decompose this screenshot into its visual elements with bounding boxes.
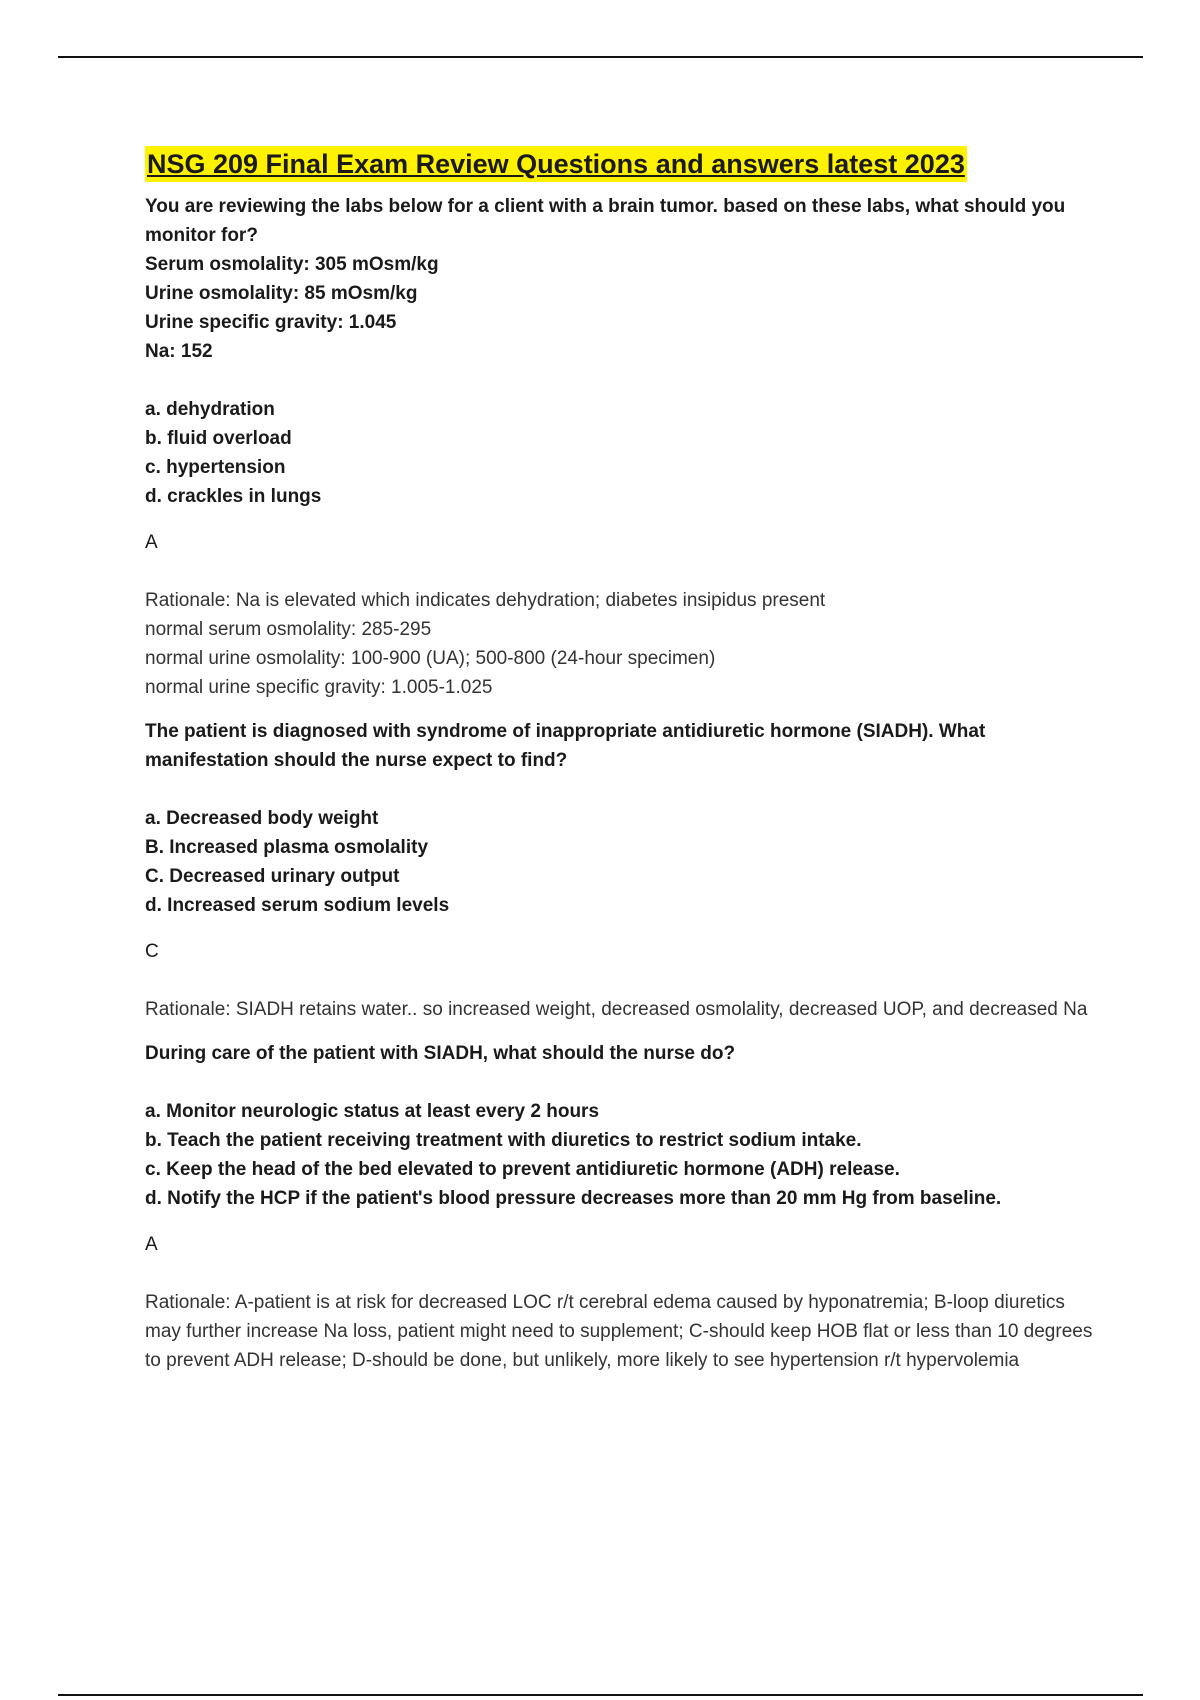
options-list (145, 1097, 1095, 1213)
bottom-rule (58, 1694, 1143, 1696)
options-list (145, 395, 1095, 511)
question-text: The patient is diagnosed with syndrome of inappropriate antidiuretic hormone (SIADH). What manifestation should the nurse expect to find? (145, 721, 986, 771)
question-block-2 (145, 717, 1095, 1024)
lab-value: Urine osmolality: 85 mOsm/kg (145, 283, 418, 304)
rationale: Rationale: SIADH retains water.. so increased weight, decreased osmolality, decreased UOP, and decreased Na (145, 999, 1088, 1020)
option: b. Teach the patient receiving treatment with diuretics to restrict sodium intake. (145, 1130, 862, 1151)
option: a. Monitor neurologic status at least every 2 hours (145, 1101, 600, 1122)
lab-value: Urine specific gravity: 1.045 (145, 312, 397, 333)
lab-value: Na: 152 (145, 341, 213, 362)
answer: A (145, 1234, 158, 1255)
option: B. Increased plasma osmolality (145, 837, 429, 858)
question-text: During care of the patient with SIADH, what should the nurse do? (145, 1043, 736, 1064)
option: a. dehydration (145, 399, 275, 420)
options-list (145, 804, 1095, 920)
option: d. Notify the HCP if the patient's blood pressure decreases more than 20 mm Hg from baseline. (145, 1188, 1002, 1209)
rationale-note: normal urine specific gravity: 1.005-1.025 (145, 677, 493, 698)
option: a. Decreased body weight (145, 808, 379, 829)
lab-value: Serum osmolality: 305 mOsm/kg (145, 254, 439, 275)
rationale-note: normal urine osmolality: 100-900 (UA); 500-800 (24-hour specimen) (145, 648, 716, 669)
rationale-note: normal serum osmolality: 285-295 (145, 619, 432, 640)
option: d. Increased serum sodium levels (145, 895, 450, 916)
document-title: NSG 209 Final Exam Review Questions and answers latest 2023 (145, 146, 967, 182)
document-body (145, 146, 1095, 1375)
top-rule (58, 56, 1143, 58)
option: b. fluid overload (145, 428, 292, 449)
option: d. crackles in lungs (145, 486, 322, 507)
answer: C (145, 941, 159, 962)
option: c. Keep the head of the bed elevated to prevent antidiuretic hormone (ADH) release. (145, 1159, 900, 1180)
rationale: Rationale: Na is elevated which indicates dehydration; diabetes insipidus present (145, 590, 826, 611)
question-text: You are reviewing the labs below for a client with a brain tumor. based on these labs, what should you monitor for? (145, 196, 1066, 246)
option: c. hypertension (145, 457, 286, 478)
option: C. Decreased urinary output (145, 866, 400, 887)
question-block-3 (145, 1039, 1095, 1375)
answer: A (145, 532, 158, 553)
question-block-1 (145, 192, 1095, 702)
rationale: Rationale: A-patient is at risk for decreased LOC r/t cerebral edema caused by hyponatremia; B-loop diuretics may further increase Na loss, patient might need to supplement; C-should keep HOB flat or less than 10 degrees to prevent ADH release; D-should be done, but unlikely, more likely to see hypertension r/t hypervolemia (145, 1292, 1093, 1371)
